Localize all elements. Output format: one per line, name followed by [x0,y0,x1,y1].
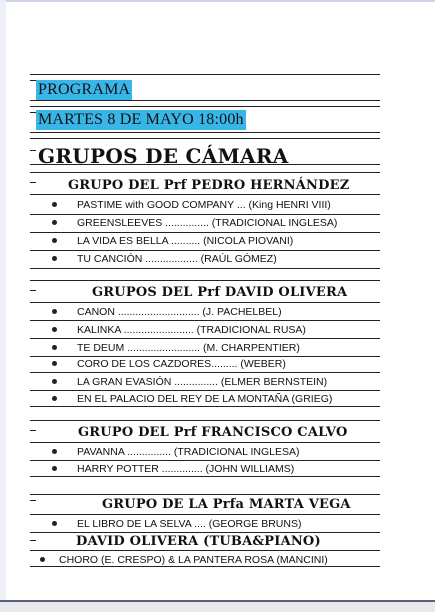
bullet-icon [52,361,57,366]
list-item [52,376,327,388]
bullet-icon [52,220,57,225]
piece-text: EL LIBRO DE LA SELVA .... (GEORGE BRUNS) [77,518,302,530]
bullet-icon [52,466,57,471]
group-heading-calvo: GRUPO DEL Prf FRANCISCO CALVO [78,425,348,440]
bullet-icon [40,557,45,562]
bullet-icon [52,449,57,454]
list-item [52,217,337,229]
piece-text: EN EL PALACIO DEL REY DE LA MONTAÑA (GRIEG) [77,393,333,405]
bullet-icon [52,345,57,350]
bullet-icon [52,256,57,261]
list-item [52,199,331,211]
list-item [52,306,282,318]
list-item [52,324,306,336]
bullet-icon [52,327,57,332]
group-heading-olivera: GRUPOS DEL Prf DAVID OLIVERA [92,285,348,300]
list-item [52,358,286,370]
date-time-label: MARTES 8 DE MAYO 18:00h [38,111,244,128]
bullet-icon [52,396,57,401]
bullet-icon [52,379,57,384]
piece-text: LA GRAN EVASIÓN ............... (ELMER BERNSTEIN) [77,376,328,388]
piece-text: CORO DE LOS CAZDORES......... (WEBER) [77,358,286,370]
list-item [40,554,328,566]
group-heading-hernandez: GRUPO DEL Prf PEDRO HERNÁNDEZ [68,178,350,193]
bullet-icon [52,202,57,207]
list-item [52,235,293,247]
piece-text: TU CANCIÓN .................. (RAÚL GÓMEZ) [77,253,277,265]
piece-text: PAVANNA ............... (TRADICIONAL INGLESA) [77,446,300,458]
bullet-icon [52,521,57,526]
bullet-icon [52,309,57,314]
viewer-top-border [0,0,435,2]
group-heading-tuba-piano: DAVID OLIVERA (TUBA&PIANO) [76,534,321,549]
piece-text: LA VIDA ES BELLA .......... (NICOLA PIOVANI) [77,235,294,247]
piece-text: CHORO (E. CRESPO) & LA PANTERA ROSA (MANCINI) [59,554,328,566]
piece-text: CANON ............................ (J. PACHELBEL) [77,306,282,318]
piece-text: TE DEUM ......................... (M. CHARPENTIER) [77,342,300,354]
programa-label: PROGRAMA [38,81,131,98]
viewer-bottom-border [0,602,435,612]
list-item [52,518,301,530]
piece-text: PASTIME with GOOD COMPANY ... (King HENRI VIII) [77,199,331,211]
piece-text: KALINKA ........................ (TRADICIONAL RUSA) [77,324,306,336]
list-item [52,463,294,475]
group-heading-vega: GRUPO DE LA Prfa MARTA VEGA [102,497,351,512]
piece-text: GREENSLEEVES ............... (TRADICIONAL INGLESA) [77,217,338,229]
list-item [52,253,277,265]
list-item [52,342,300,354]
piece-text: HARRY POTTER .............. (JOHN WILLIAMS) [77,463,295,475]
bullet-icon [52,238,57,243]
list-item [52,446,300,458]
page-title: GRUPOS DE CÁMARA [38,144,289,168]
viewer-left-border [0,0,6,612]
list-item [52,393,332,405]
